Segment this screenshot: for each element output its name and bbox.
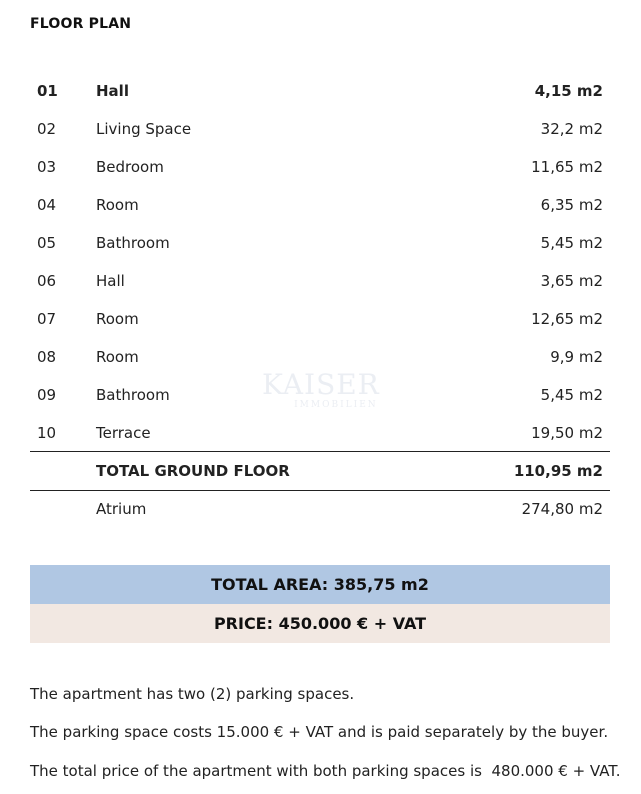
room-area: 3,65 m2	[540, 272, 603, 290]
room-name: Living Space	[96, 120, 192, 138]
table-row	[30, 337, 610, 375]
room-name: Room	[96, 348, 139, 366]
room-number: 02	[37, 120, 57, 138]
room-number: 05	[37, 234, 57, 252]
total-ground-floor-label: TOTAL GROUND FLOOR	[96, 462, 290, 480]
total-ground-floor-row	[30, 452, 610, 490]
room-number: 07	[37, 310, 57, 328]
room-number: 09	[37, 386, 57, 404]
room-area: 32,2 m2	[540, 120, 603, 138]
page-title: FLOOR PLAN	[30, 16, 132, 32]
room-number: 04	[37, 196, 57, 214]
room-area: 5,45 m2	[540, 234, 603, 252]
table-row	[30, 413, 610, 451]
room-area: 5,45 m2	[540, 386, 603, 404]
table-row	[30, 223, 610, 261]
watermark-line1: KAISER	[262, 368, 380, 401]
room-name: Room	[96, 310, 139, 328]
room-number: 03	[37, 158, 57, 176]
room-name: Bathroom	[96, 386, 170, 404]
table-row	[30, 147, 610, 185]
room-area: 9,9 m2	[550, 348, 603, 366]
table-row	[30, 261, 610, 299]
room-name: Hall	[96, 82, 129, 100]
total-area-banner: TOTAL AREA: 385,75 m2	[30, 565, 610, 604]
table-row	[30, 299, 610, 337]
room-area: 12,65 m2	[531, 310, 603, 328]
room-area: 6,35 m2	[540, 196, 603, 214]
price-banner: PRICE: 450.000 € + VAT	[30, 604, 610, 643]
room-area: 19,50 m2	[531, 424, 603, 442]
watermark-line2: IMMOBILIEN	[294, 400, 378, 410]
parking-cost-text: The parking space costs 15.000 € + VAT and is paid separately by the buyer.	[30, 723, 609, 741]
table-row	[30, 71, 610, 109]
total-price-text: The total price of the apartment with both parking spaces is 480.000 € + VAT.	[30, 762, 621, 780]
atrium-area: 274,80 m2	[521, 500, 603, 518]
room-name: Terrace	[96, 424, 151, 442]
atrium-row	[30, 491, 610, 529]
table-row	[30, 185, 610, 223]
room-name: Room	[96, 196, 139, 214]
room-number: 10	[37, 424, 57, 442]
room-name: Hall	[96, 272, 125, 290]
room-area: 11,65 m2	[531, 158, 603, 176]
atrium-label: Atrium	[96, 500, 147, 518]
parking-info-text: The apartment has two (2) parking spaces.	[30, 685, 355, 703]
room-number: 06	[37, 272, 57, 290]
total-ground-floor-area: 110,95 m2	[513, 462, 603, 480]
room-name: Bedroom	[96, 158, 164, 176]
room-number: 01	[37, 82, 58, 100]
table-row	[30, 109, 610, 147]
room-number: 08	[37, 348, 57, 366]
room-area: 4,15 m2	[534, 82, 603, 100]
table-row	[30, 375, 610, 413]
room-name: Bathroom	[96, 234, 170, 252]
floor-plan-table	[30, 71, 610, 529]
